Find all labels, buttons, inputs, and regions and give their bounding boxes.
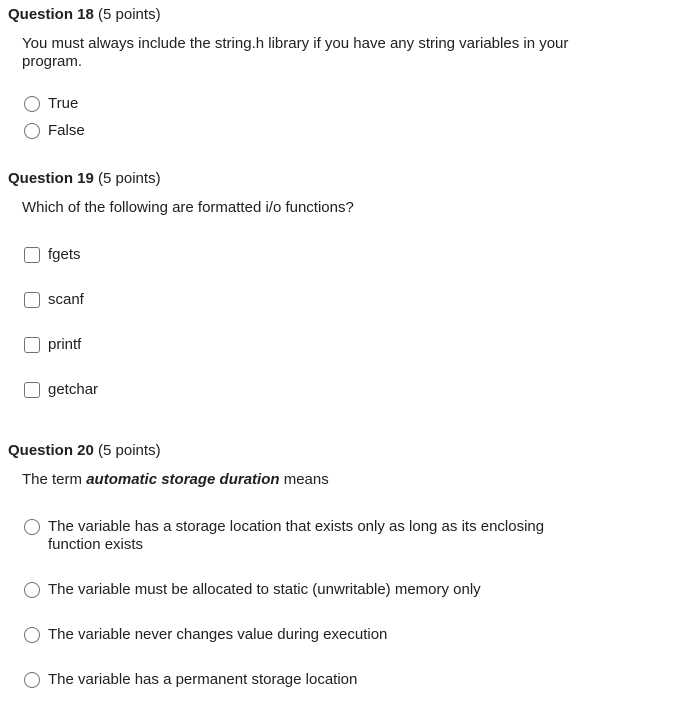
question-20-points: (5 points) [98,442,161,459]
question-18-points: (5 points) [98,6,161,23]
question-20-prompt-before: The term [22,471,87,488]
checkbox[interactable] [24,247,40,263]
q20-option-4[interactable] [24,671,568,689]
q20-option-1[interactable] [24,518,568,554]
q20-option-2-label: The variable must be allocated to static (unwritable) memory only [48,581,481,598]
checkbox[interactable] [24,382,40,398]
q19-option-printf[interactable] [24,336,81,354]
question-20-prompt [22,471,602,489]
radio-button[interactable] [24,627,40,643]
checkbox[interactable] [24,292,40,308]
checkbox[interactable] [24,337,40,353]
q20-option-1-label: The variable has a storage location that exists only as long as its enclosing function exists [48,518,545,553]
question-18-prompt: You must always include the string.h library if you have any string variables in your program. [22,35,569,70]
q19-option-scanf-label: scanf [48,291,84,308]
q20-option-3[interactable] [24,626,568,644]
q19-option-fgets-label: fgets [48,246,81,263]
q18-option-true-label: True [48,95,79,112]
q19-option-getchar[interactable] [24,381,98,399]
question-20-prompt-after: means [279,471,329,488]
radio-button[interactable] [24,582,40,598]
question-19-prompt: Which of the following are formatted i/o functions? [22,199,354,216]
q19-option-scanf[interactable] [24,291,84,309]
question-20-prompt-emphasis: automatic storage duration [86,471,280,488]
radio-button[interactable] [24,672,40,688]
q18-option-false[interactable] [24,122,85,140]
question-20-header [8,442,161,460]
q19-option-fgets[interactable] [24,246,81,264]
q20-option-3-label: The variable never changes value during execution [48,626,388,643]
question-18-title: Question 18 [8,6,94,23]
q19-option-getchar-label: getchar [48,381,99,398]
question-20-title: Question 20 [8,442,94,459]
radio-button[interactable] [24,123,40,139]
question-18-header [8,6,161,24]
radio-button[interactable] [24,96,40,112]
q18-option-true[interactable] [24,95,78,113]
q19-option-printf-label: printf [48,336,82,353]
q20-option-2[interactable] [24,581,568,599]
q18-option-false-label: False [48,122,85,139]
radio-button[interactable] [24,519,40,535]
question-19-header [8,170,161,188]
question-19-points: (5 points) [98,170,161,187]
question-19-title: Question 19 [8,170,94,187]
q20-option-4-label: The variable has a permanent storage location [48,671,358,688]
